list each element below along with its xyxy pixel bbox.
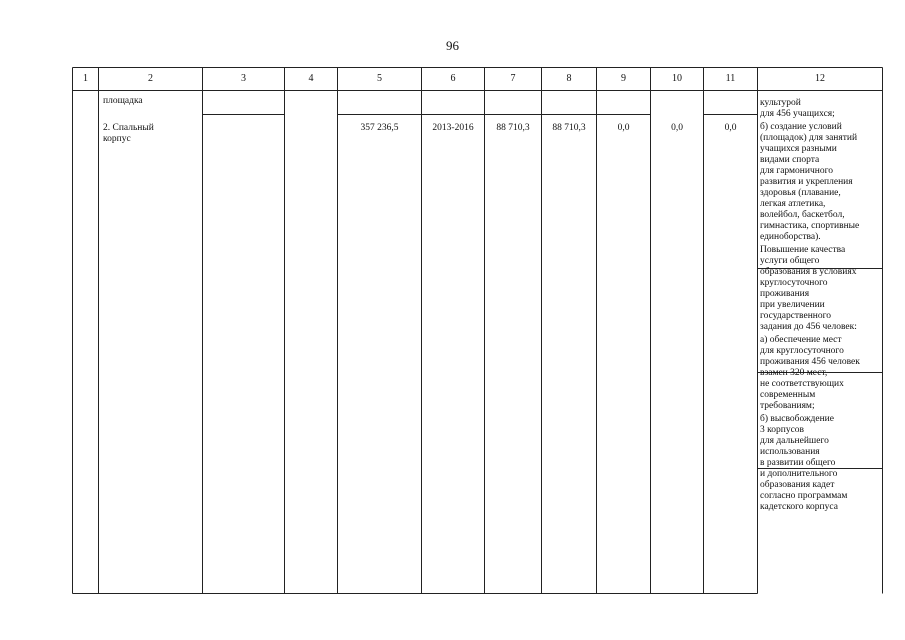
col12-paragraph [760, 122, 860, 243]
header-col-5: 5 [377, 73, 382, 84]
row2-col6-cell: 2013-2016 [432, 123, 474, 133]
col12-line: культурой [760, 98, 801, 108]
col12-line: здоровья (плавание, [760, 188, 841, 198]
row2-col2-line: корпус [103, 134, 131, 144]
row2-col2-line: 2. Спальный [103, 123, 154, 133]
col12-description [760, 98, 860, 513]
col12-line: для дальнейшего [760, 436, 829, 446]
col12-line: взамен 320 мест, [760, 368, 828, 378]
header-col-10: 10 [672, 73, 682, 84]
col12-line: согласно программам [760, 491, 848, 501]
col12-line: для круглосуточного [760, 346, 844, 356]
col12-line: (площадок) для занятий [760, 133, 858, 143]
row2-col10-cell: 0,0 [671, 123, 683, 133]
col12-line: волейбол, баскетбол, [760, 210, 845, 220]
col12-line: 3 корпусов [760, 425, 805, 435]
col12-line: гимнастика, спортивные [760, 221, 860, 231]
col12-line: б) высвобождение [760, 414, 834, 424]
header-col-2: 2 [148, 73, 153, 84]
header-col-4: 4 [308, 73, 314, 84]
row1-col2-cell: площадка [103, 96, 143, 106]
header-col-9: 9 [621, 73, 626, 84]
col12-paragraph [760, 335, 860, 412]
col12-line: для 456 учащихся; [760, 109, 835, 119]
col12-line: в развитии общего [760, 458, 836, 468]
header-col-11: 11 [725, 73, 736, 84]
col12-line: образования в условиях [760, 267, 857, 277]
col12-line: и дополнительного [760, 469, 838, 479]
col12-line: не соответствующих [760, 379, 844, 389]
row2-col5-cell: 357 236,5 [360, 123, 399, 133]
col12-line: проживания [760, 289, 810, 299]
col12-paragraph [760, 414, 860, 513]
col12-line: развития и укрепления [760, 177, 853, 187]
col12-line: легкая атлетика, [760, 199, 826, 209]
col12-line: при увеличении [760, 300, 825, 310]
header-col-12: 12 [815, 73, 825, 84]
col12-line: образования кадет [760, 480, 835, 490]
header-col-3: 3 [241, 73, 246, 84]
col12-line: а) обеспечение мест [760, 335, 842, 345]
col12-line: проживания 456 человек [760, 357, 860, 367]
header-col-8: 8 [566, 73, 572, 84]
page-number: 96 [446, 38, 459, 53]
col12-paragraph [760, 245, 860, 333]
col12-line: Повышение качества [760, 245, 846, 255]
row2-col2-cell [103, 123, 154, 145]
col12-line: государственного [760, 311, 832, 321]
col12-line: современным [760, 390, 816, 400]
col12-line: задания до 456 человек: [760, 322, 857, 332]
col12-line: круглосуточного [760, 278, 828, 288]
col12-line: единоборства). [760, 232, 821, 242]
col12-line: учащихся разными [760, 144, 837, 154]
col12-paragraph [760, 98, 860, 120]
col12-line: использования [760, 447, 820, 457]
col12-line: для гармоничного [760, 166, 833, 176]
row2-col8-cell: 88 710,3 [552, 123, 586, 133]
col12-line: требованиям; [760, 401, 815, 411]
row2-col11-cell: 0,0 [724, 123, 737, 133]
col12-line: услуги общего [760, 256, 820, 266]
header-col-7: 7 [510, 73, 516, 84]
col12-line: видами спорта [760, 155, 820, 165]
row2-col7-cell: 88 710,3 [496, 123, 530, 133]
header-col-1: 1 [83, 73, 88, 84]
header-col-6: 6 [450, 73, 456, 84]
row2-col9-cell: 0,0 [617, 123, 630, 133]
col12-line: б) создание условий [760, 122, 842, 132]
col12-line: кадетского корпуса [760, 502, 838, 512]
